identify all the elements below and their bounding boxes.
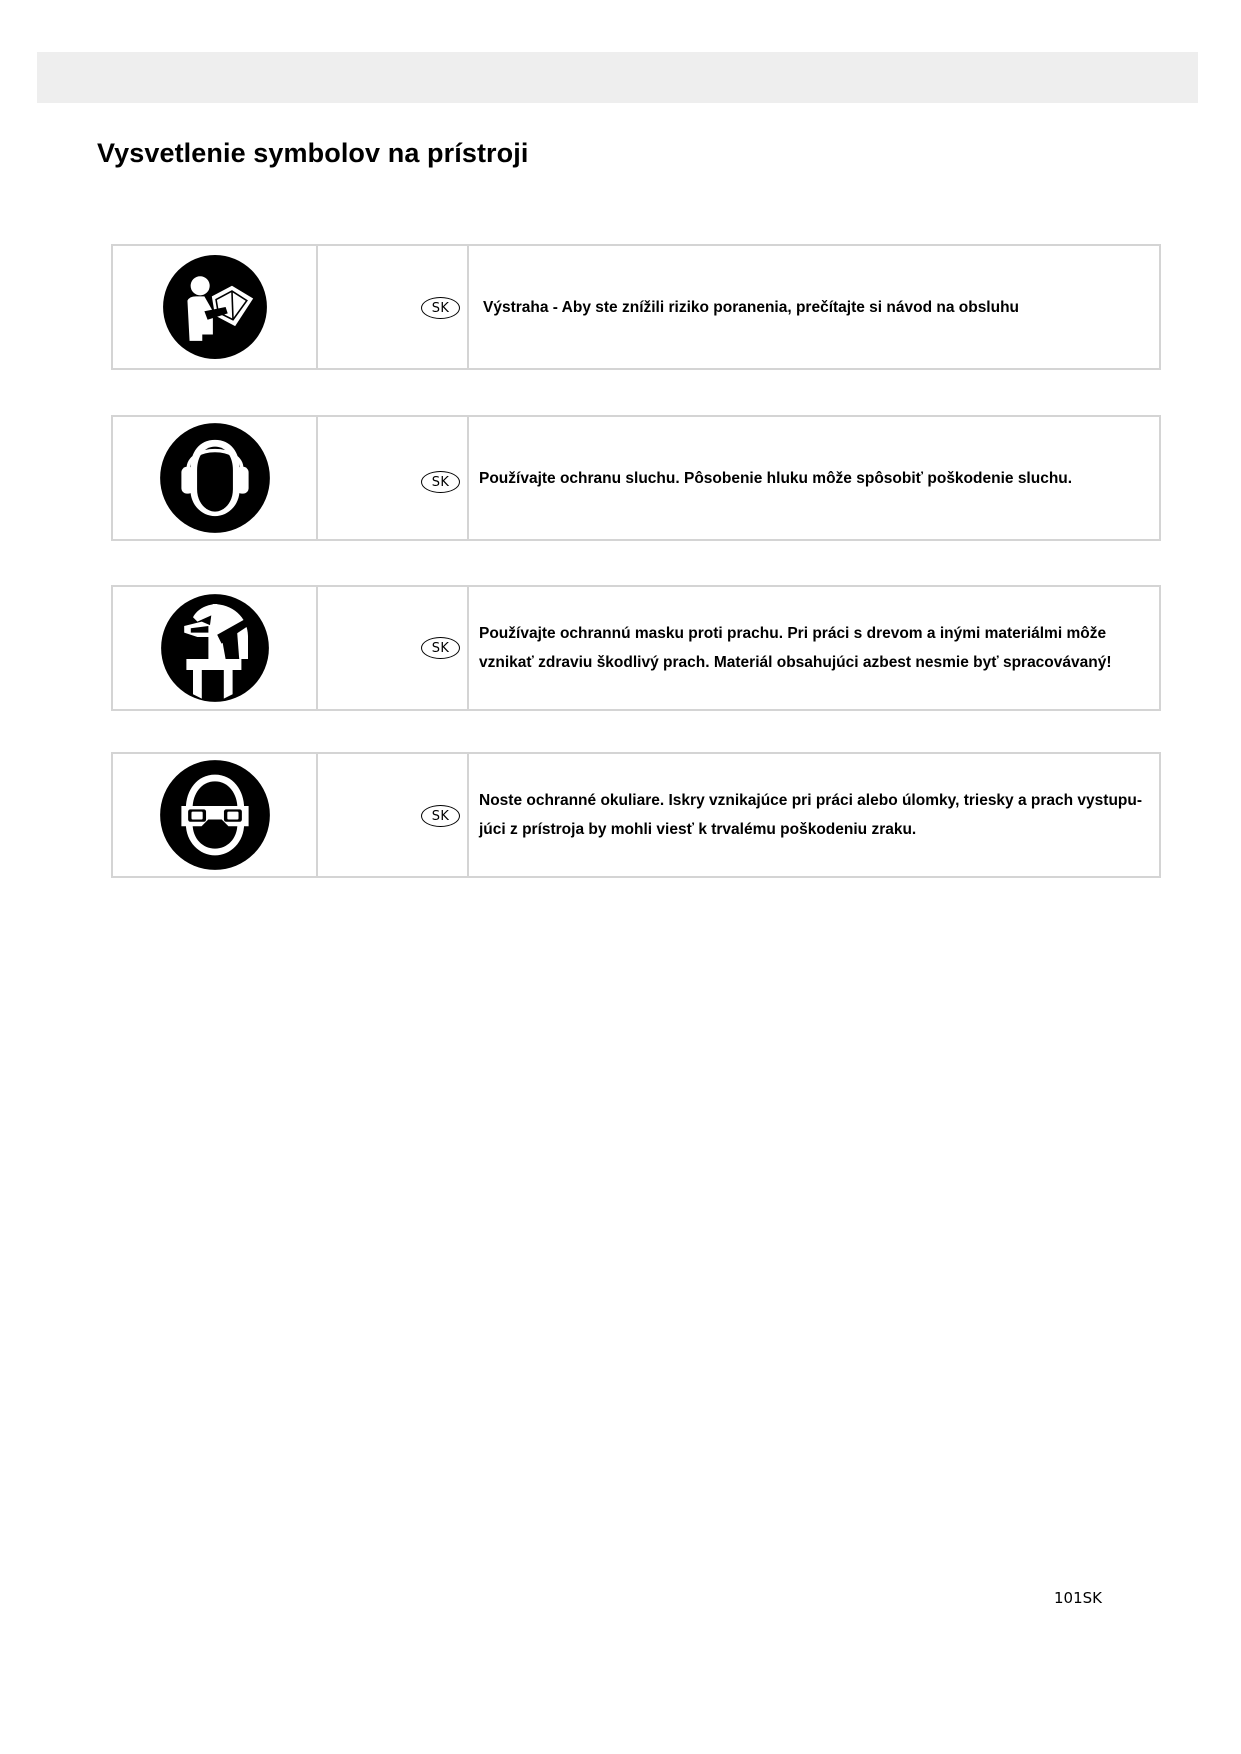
description-line: júci z prístroja by mohli viesť k trvalému poškodeniu zraku. [479,821,917,838]
symbol-description [479,619,1112,677]
symbol-description: Používajte ochranu sluchu. Pôsobenie hluku môže spôsobiť poškodenie sluchu. [479,469,1073,487]
language-cell [318,754,469,876]
symbol-row-hearing-protection [111,415,1161,541]
language-cell [318,587,469,709]
language-cell [318,246,469,368]
symbol-icon-cell [113,754,318,876]
symbol-icon-cell [113,417,318,539]
symbol-row-dust-mask [111,585,1161,711]
symbol-description-cell [469,417,1159,539]
language-badge: SK [421,805,460,827]
hearing-protection-icon [159,422,271,534]
header-band [37,52,1198,103]
description-line: Používajte ochrannú masku proti prachu. Pri práci s drevom a inými materiálmi môže [479,625,1107,642]
symbol-description [479,786,1142,844]
symbol-description: Výstraha - Aby ste znížili riziko poranenia, prečítajte si návod na obsluhu [483,298,1020,316]
symbol-row-safety-goggles [111,752,1161,878]
page-number: 101SK [1054,1589,1102,1607]
symbol-icon-cell [113,246,318,368]
symbol-description-cell [469,246,1159,368]
language-badge: SK [421,297,460,319]
safety-goggles-icon [159,759,271,871]
symbol-description-cell [469,754,1159,876]
description-line: Noste ochranné okuliare. Iskry vznikajúce pri práci alebo úlomky, triesky a prach vystupu- [479,792,1143,809]
page-title: Vysvetlenie symbolov na prístroji [97,138,529,168]
description-line: vznikať zdraviu škodlivý prach. Materiál obsahujúci azbest nesmie byť spracovávaný! [479,654,1112,671]
language-badge: SK [421,637,460,659]
dust-mask-icon [160,593,270,703]
symbol-description-cell [469,587,1159,709]
read-manual-icon [162,254,268,360]
language-badge: SK [421,471,460,493]
language-cell [318,417,469,539]
symbol-icon-cell [113,587,318,709]
symbol-row-read-manual [111,244,1161,370]
